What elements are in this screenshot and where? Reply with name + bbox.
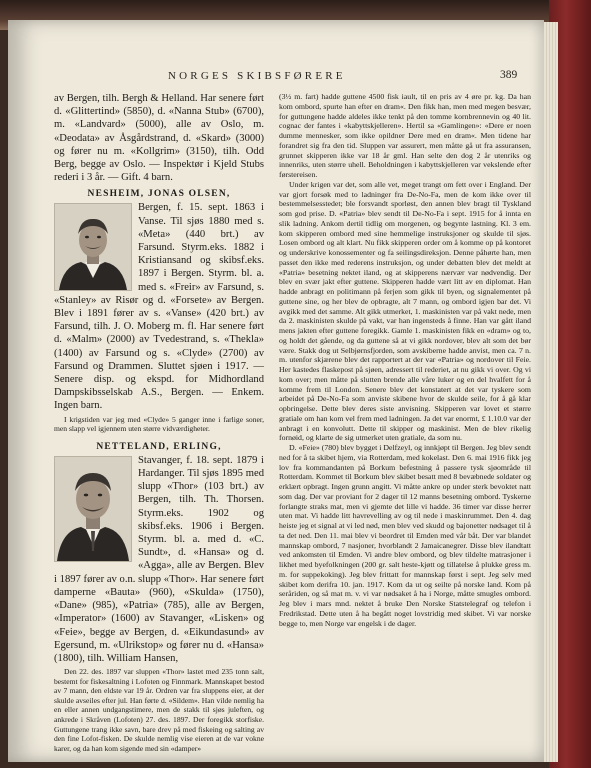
intro-paragraph: av Bergen, tilh. Bergh & Helland. Har senere ført d. «Glittertind» (5850), d. «Nanna Stub» (6700), m. «Landvard» (5000), alle av Oslo, m. «Deodata» av Åsgårdstrand, d. «Skard» (3000) og fører nu m. «Kollgrim» (3150), tilh. Odd Berg, begge av Oslo. — Inspektør i Kjeld Stubs rederi i 3 år. — Gift. 4 barn.: [54, 93, 264, 184]
left-column: [54, 92, 264, 753]
entry-name-nesheim: NESHEIM, JONAS OLSEN,: [87, 189, 231, 200]
entry-netteland: [54, 454, 264, 665]
page-number: 389: [500, 69, 518, 81]
right-paragraph-2: Under krigen var det, som alle vet, meget trangt om fett over i England. Der var gjort forsøk med to ladninger fra De-No-Fa, men de kom ikke over til bestemmelsesstedet; ble forsvandt sporløst, den annen blev bragt til Tyskland som god prise. D. «Patria» blev sendt til De-No-Fa i sept. 1915 for å innta en slik ladning. Ankom dertil tidlig om morgenen, og begynte lastning. Kl. 3 em. kom skipperen ombord med sine hemmelige instruksjoner og skulde til sjøs. Losen ombord og alt klart. Nu fikk skipperen order om å komme op på kontoret og underskrive konossementer og fa seilingsdireksjon. Denne påhørte han, men passet den ikke med rederens instruksjon, og under debatten blev det meldt at «Patria» besetning nektet iland, og at skipperens nærvær var nødvendig. Der blev en svær jakt efter guttene. Skipperen hadde vært litt av en diplomat. Han hadde anbragt en politimann på ferjen som gikk til byen, og signalementet på guttene sine, og her blev de opbragte, alt 7 mann, og ombord igjen bar det. Vi avgikk med det samme. Alt gikk utmerket, 1. maskinisten var på vakt nede, men da 2. maskinisten skulde på vakt, var han ingensteds å finne. Han var gått iland mens jakten efter guttene foregikk. Gamle 1. maskinisten fikk en «dram» og to, og holdt det gående, og da guttene så at vi gikk nordover, blev alt som det bør være. Stakk dog ut Selbjørnsfjorden, som avskiberne hadde anvist, men ca. 7 n. m. utenfor skjærene blev det rapportert at der var «Patria» og nordover til Feie. Her kastedes flaskepost på sjøen, adressert til rederiet, at nu gikk vi over. Og vi kom over; men måtte på slutten brende alle våre luker og en del hvalfett for å komme frem til London. Senere blev det konstatert at det var tyskere som arbeidet på De-No-Fa som anviste skibene hvor de skulde seile, for å gå klar opbringelse. Dette blev deres siste anvisning. Skipperen var lovet et større gratiale om han kom vel frem med ladningen. Ja det var enormt, £ 1.10.0 var der anbragt i en konvolutt. Dette til skipper og maskinist. Men de blev rikelig fornøid, og klarte de sig utmerket uten gratiale, da som nu.: [279, 179, 531, 443]
entry-netteland-bio: Stavanger, f. 18. sept. 1879 i Hardanger. Til sjøs 1895 med slupp «Thor» (103 brt.) av Bergen, tilh. Th. Thorsen. Styrm.eks. 1902 og skibsf.eks. 1906 i Bergen. Styrm. bl. a. med d. «C. Sundt», d. «Hansa» og d. «Agga», alle av Bergen. Blev i 1897 fører av o.n. slupp «Thor». Har senere ført damperne «Bauta» (960), «Skulda» (1750), «Dane» (985), «Patria» (785), alle av Bergen, «Imperator» (1600) av Stavanger, «Lisken» og «Feie», begge av Bergen, d. «Eikundasund» av Egersund, m. «Ulrikstop» og fører nu d. «Hansa» (1800), tilh. William Hansen,: [54, 454, 264, 664]
portrait-photo-nesheim: [54, 203, 132, 291]
entry-nesheim-bio: Bergen, f. 15. sept. 1863 i Vanse. Til sjøs 1880 med s. «Meta» (440 brt.) av Farsund. Styrm.eks. 1882 i Kristiansand og skibsf.eks. 1897 i Bergen. Styrm. bl. a. med s. «Freir» av Farsund, s. «Stanley» av Risør og d. «Forsete» av Bergen. Blev i 1891 fører av s. «Vanse» (420 brt.) av Farsund, tilh. J. O. Moberg m. fl. Har senere ført d. «Malm» (2000) av Tvedestrand, s. «Thekla» (1400) av Farsund og s. «Clyde» (2700) av Farsund og Drammen. Sluttet sjøen i 1917. — Senere disp. og ekspd. for Midhordland Dampskibsselskab A.S., Bergen. — Enkem. Ingen barn.: [54, 202, 264, 412]
entry-name-netteland: NETTELAND, ERLING,: [96, 441, 222, 452]
right-paragraph-3: D. «Feie» (780) blev bygget i Delfzeyl, og innkjøpt til Bergen. Jeg blev sendt ned for å ta skibet hjem, via Rotterdam, med kokelast. Den 6. mai 1916 fikk jeg lov fra kommandanten på Borkum befestning å passere tysk sjøområde til Rotterdam. Kommet til Borkum blev skibet besatt med 8 bevæbnede soldater og erklært opbragt. Ingen grunn angitt. Vi måtte ankre op under sterk bevoktet natt som dag. Der var proviant for 2 dager til 12 manns besetning ombord. Tyskerne forlangte straks mat, men vi gjemte det lille vi hadde. 36 timer var disse herrer uten mat. Vi hadde litt havrevelling av og til nede i maskinrummet. Den 4. dag heiste jeg et signal at vi led nød, men blev ved skudd og bajonetter nødsaget til å ta det ned. Den 11. mai blev vi beordret til Emden med vår båt. Der var blandet mannskap ombord, 7 nasjoner, hvorblandt 2 Jamaicanegrer. Disse blev ilandtatt ved ankomsten til Emden. Vi andre blev ombord, og blev tildelte matrasjoner i likhet med byefolkningen (200 gr. salt heste-kjøtt og tillatelse å plukke gress m. m. for suppekoking). Jeg blev frittatt for mannskap først i sept. Jeg selv med skibet kom derifra 10. jan. 1917. Kom da ut og seilte på norske land. Kom på seråriden, og så mat m. v. vi var nødsaket å ha i Norge, måtte smugles ombord. Jeg blev i mars mnd. nektet å bruke Den Norske Statstelegraf og telefon i Fredrikstad. Dette uten å ha begått noget lovstridig med skibet. Vi var norske begge to, men Norge var engelsk i de dager.: [279, 443, 531, 628]
intro-text: [54, 92, 264, 184]
entry-nesheim: [54, 201, 264, 412]
entry-netteland-note: Den 22. des. 1897 var sluppen «Thor» lastet med 235 tonn salt, bestemt for fiskesaltning i Lofoten og Finnmark. Mannskapet bestod av 7 mann, den eldste var 19 år. Ordren var fra sluppens eier, at der skulde avseiles efter jul. Han førte d. «Sildem». Han vilde nemlig ha en eller annen undgangstimere, men de stakk til sjøs juleften, og ankrede i Skråven (Lofoten) 27. des. 1897. Der foregikk storfiske. Guttungene trang ikke savn, bare drev på med fiskeing og salting av den fine Lofot-fisken. De skulde nemlig vise eieren at de var vokne karer, og da han kom sigende med sin «damper»: [54, 667, 264, 753]
running-header: NORGES SKIBSFØRERE: [168, 70, 346, 82]
right-column: [279, 92, 531, 628]
right-paragraph-1: (3½ m. fart) hadde guttene 4500 fisk iault, til en pris av 4 øre pr. kg. Da han kom ombord, spurte han efter en dram«. Den fikk han, men med megen besvær, for guttungene hadde aldeles ikke tenkt på den tomme kornbrennevin og 40 lit. cognac der fantes i «kabyttskjelleren». Hertil sa «Gamlingen»: «Dere er noen dumme mennesker, som ikke opildner Dere med en dram«. Men tidene har forandret sig fra den tid. Sluppen var assurert, men måtte gå ut fra assuransen, grunnet skipperen ikke var 18 år gml. Han selte den dog 2 år utenriks og innenriks, uten større uhell. Beholdningen i kabyttskjelleren var vekslende efter førstereisen.: [279, 92, 531, 179]
portrait-photo-netteland: [54, 456, 132, 562]
entry-nesheim-note: I krigstiden var jeg med «Clyde» 5 ganger inne i farlige soner, men slapp vel igjennem uten større vidværdigheter.: [54, 414, 264, 434]
